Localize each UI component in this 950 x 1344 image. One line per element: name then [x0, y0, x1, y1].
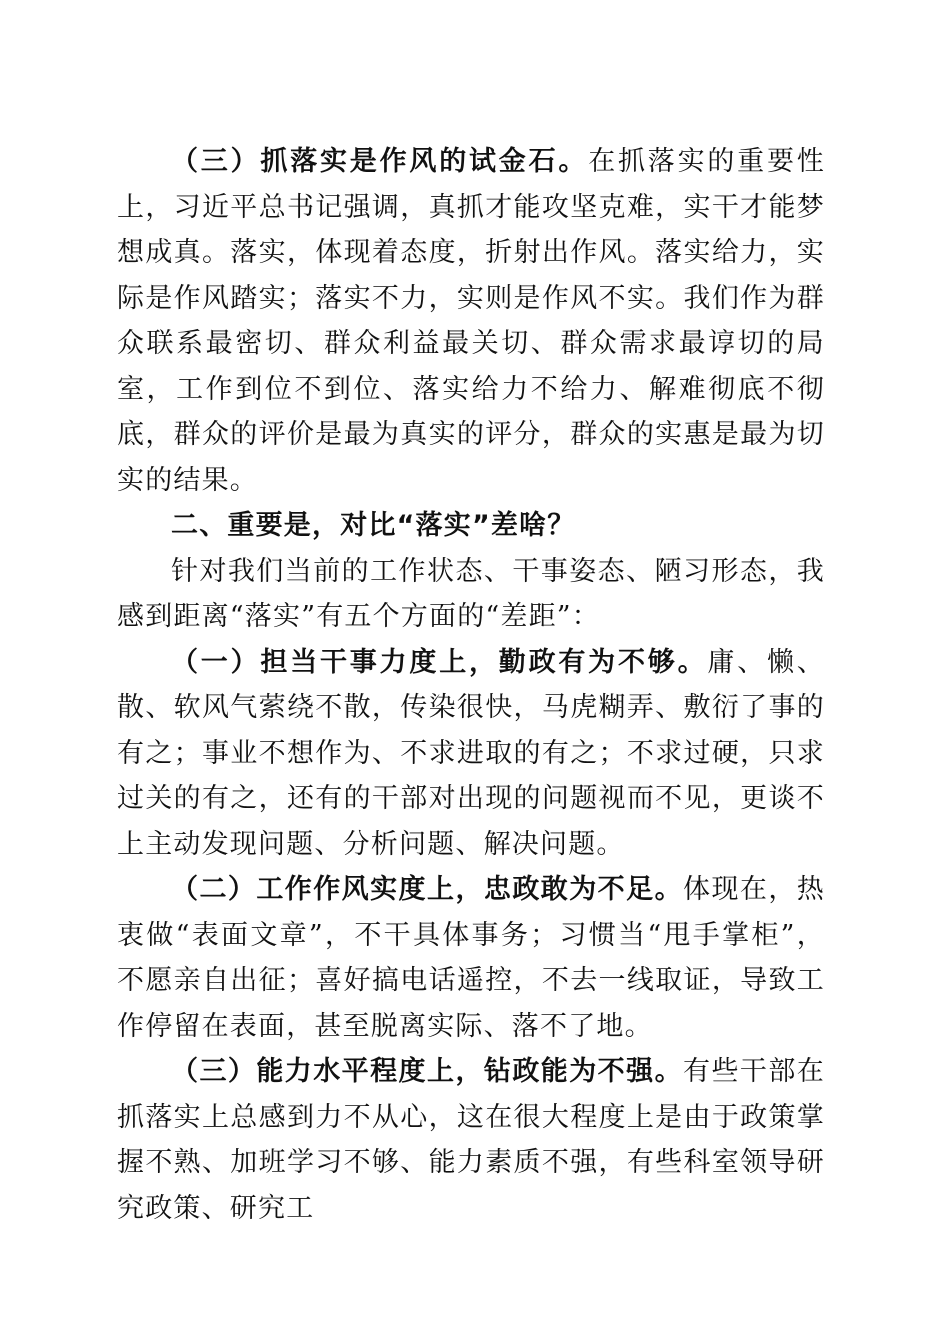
paragraph-6-body: 有些干部在抓落实上总感到力不从心，这在很大程度上是由于政策掌握不熟、加班学习不够、能力素质不强，有些科室领导研究政策、研究工: [117, 1056, 825, 1224]
paragraph-4-heading: （一）担当干事力度上，勤政有为不够。: [171, 646, 708, 678]
document-page: [117, 139, 825, 1231]
section-heading-text: 二、重要是，对比“落实”差啥？: [171, 510, 576, 541]
paragraph-5: [117, 867, 825, 1049]
paragraph-5-body: 体现在，热衷做“表面文章”，不干具体事务；习惯当“甩手掌柜”，不愿亲自出征；喜好搞电话遥控，不去一线取证，导致工作停留在表面，甚至脱离实际、落不了地。: [117, 874, 825, 1042]
paragraph-3-body: 针对我们当前的工作状态、干事姿态、陋习形态，我感到距离“落实”有五个方面的“差距”：: [117, 555, 825, 632]
paragraph-4: [117, 640, 825, 868]
paragraph-4-body: 庸、懒、散、软风气萦绕不散，传染很快，马虎糊弄、敷衍了事的有之；事业不想作为、不求进取的有之；不求过硬，只求过关的有之，还有的干部对出现的问题视而不见，更谈不上主动发现问题、分析问题、解决问题。: [117, 646, 825, 860]
paragraph-6: [117, 1049, 825, 1231]
paragraph-6-heading: （三）能力水平程度上，钻政能为不强。: [171, 1056, 684, 1087]
paragraph-3: [117, 549, 825, 640]
section-heading: [117, 503, 825, 549]
paragraph-1: [117, 139, 825, 503]
paragraph-1-body: 在抓落实的重要性上，习近平总书记强调，真抓才能攻坚克难，实干才能梦想成真。落实，体现着态度，折射出作风。落实给力，实际是作风踏实；落实不力，实则是作风不实。我们作为群众联系最密切、群众利益最关切、群众需求最谆切的局室，工作到位不到位、落实给力不给力、解难彻底不彻底，群众的评价是最为真实的评分，群众的实惠是最为切实的结果。: [117, 146, 825, 496]
paragraph-1-heading: （三）抓落实是作风的试金石。: [171, 146, 589, 177]
paragraph-5-heading: （二）工作作风实度上，忠政敢为不足。: [171, 874, 684, 905]
